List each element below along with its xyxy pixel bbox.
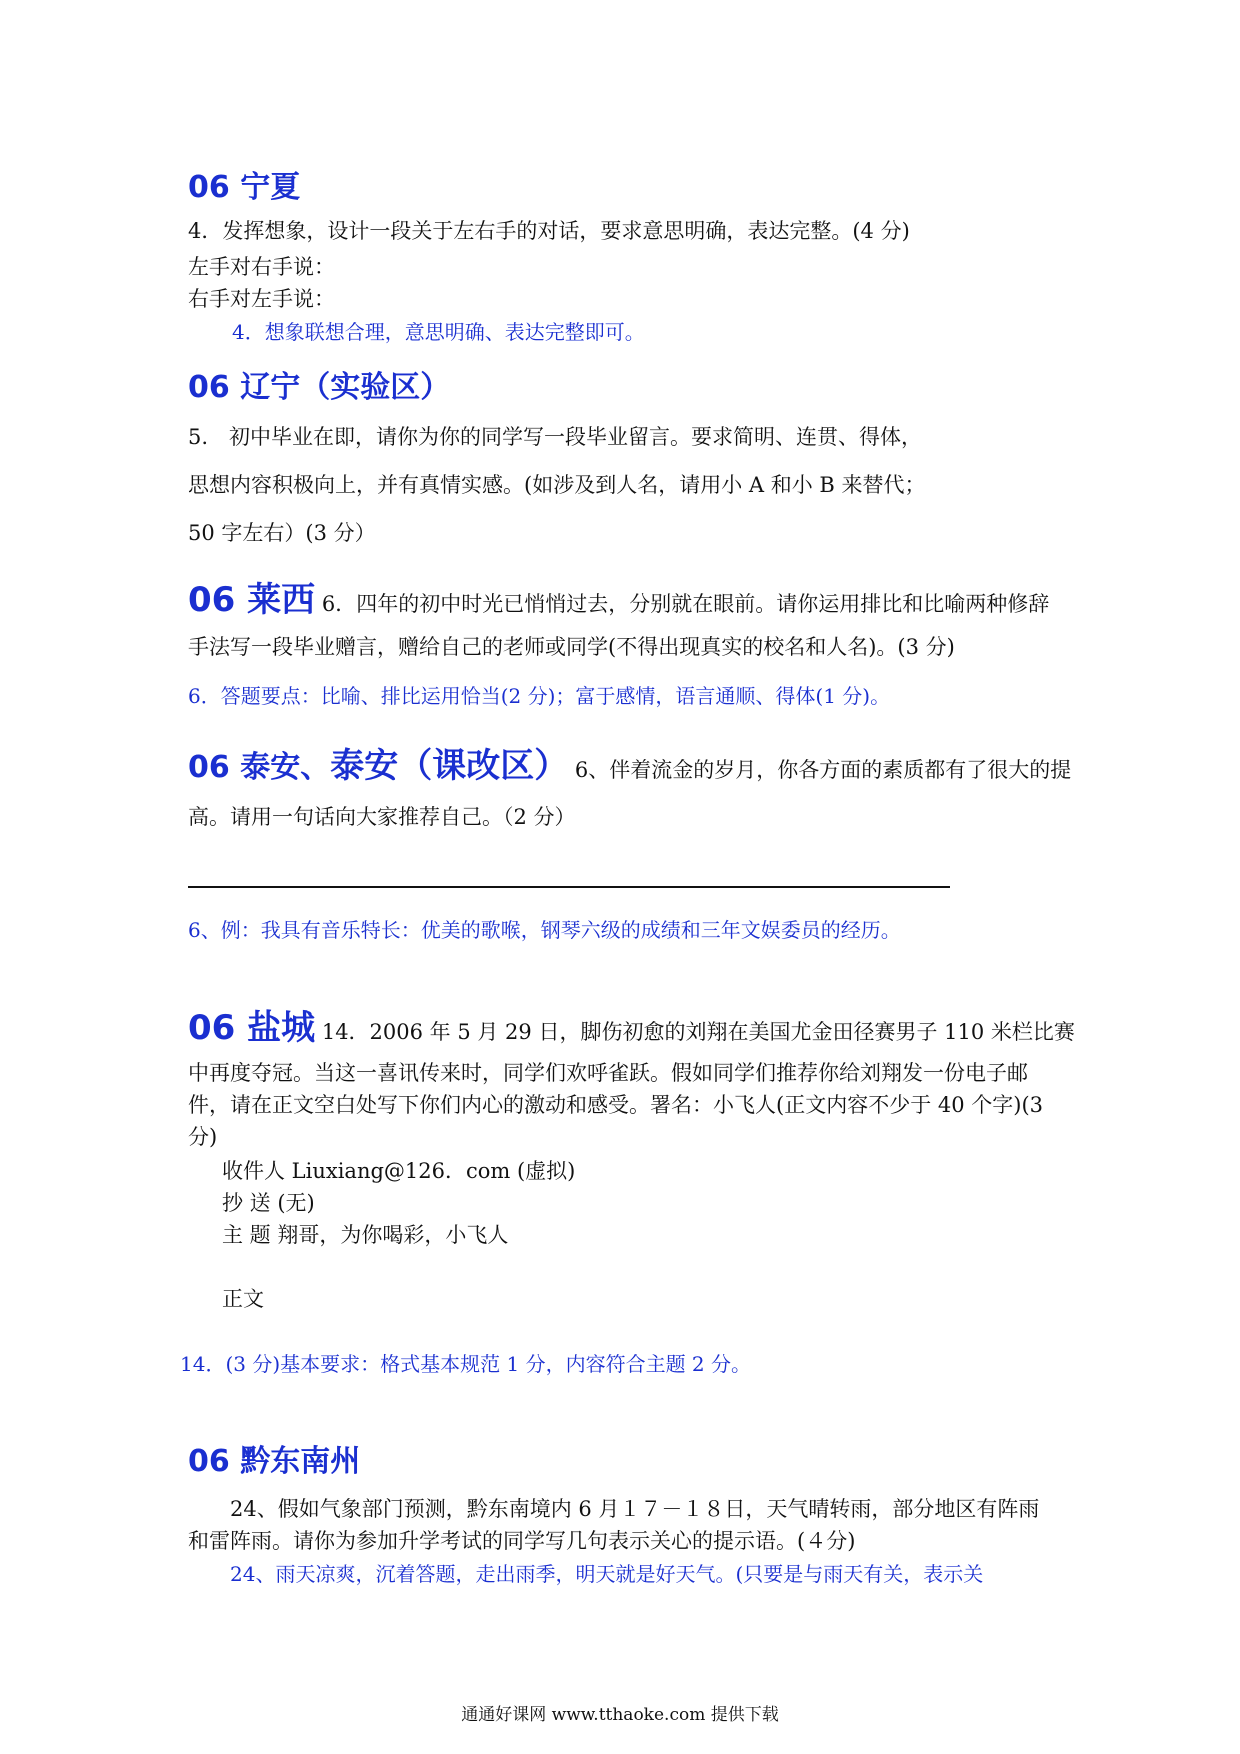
- question-laixi-line2: 手法写一段毕业赠言，赠给自己的老师或同学(不得出现真实的校名和人名)。(3 分): [188, 635, 955, 659]
- section-heading-ningxia: 06 宁夏: [188, 170, 301, 205]
- email-body-label: 正文: [222, 1287, 264, 1311]
- answer-taian: 6、例：我具有音乐特长：优美的歌喉，钢琴六级的成绩和三年文娱委员的经历。: [188, 918, 901, 942]
- section-heading-yancheng: 06 盐城: [188, 1008, 316, 1048]
- section-heading-laixi: 06 莱西: [188, 580, 316, 620]
- email-recipient: 收件人 Liuxiang@126．com (虚拟): [222, 1159, 576, 1183]
- question-yancheng-line1: 06 盐城 14．2006 年 5 月 29 日，脚伤初愈的刘翔在美国尤金田径赛男子 110 米栏比赛: [188, 1008, 1075, 1048]
- answer-line-left: 左手对右手说：: [188, 255, 335, 279]
- question-yancheng-line4: 分): [188, 1125, 218, 1149]
- question-qiandongnan-line2: 和雷阵雨。请你为参加升学考试的同学写几句表示关心的提示语。(４分): [188, 1529, 856, 1553]
- answer-line-right: 右手对左手说：: [188, 287, 335, 311]
- question-liaoning-line2: 思想内容积极向上，并有真情实感。(如涉及到人名，请用小 A 和小 B 来替代；: [188, 473, 926, 497]
- page-footer: 通通好课网 www.tthaoke.com 提供下载: [461, 1705, 779, 1725]
- question-ningxia: 4．发挥想象，设计一段关于左右手的对话，要求意思明确，表达完整。(4 分): [188, 219, 910, 243]
- email-cc: 抄 送 (无): [222, 1191, 315, 1215]
- question-qiandongnan-line1: 24、假如气象部门预测，黔东南境内 6 月１７－１８日，天气晴转雨，部分地区有阵雨: [230, 1497, 1040, 1521]
- question-yancheng-line3: 件，请在正文空白处写下你们内心的激动和感受。署名：小飞人(正文内容不少于 40 个字)(3: [188, 1093, 1044, 1117]
- answer-yancheng: 14．(3 分)基本要求：格式基本规范 1 分，内容符合主题 2 分。: [180, 1352, 752, 1376]
- question-laixi-line1: 06 莱西 6．四年的初中时光已悄悄过去，分别就在眼前。请你运用排比和比喻两种修辞: [188, 580, 1050, 620]
- section-heading-taian-reform: 泰安（课改区）: [330, 746, 569, 786]
- answer-qiandongnan: 24、雨天凉爽，沉着答题，走出雨季，明天就是好天气。(只要是与雨天有关，表示关: [230, 1562, 984, 1586]
- email-subject: 主 题 翔哥，为你喝彩，小飞人: [222, 1223, 509, 1247]
- question-liaoning-line3: 50 字左右）(3 分）: [188, 521, 376, 545]
- answer-laixi: 6．答题要点：比喻、排比运用恰当(2 分)；富于感情，语言通顺、得体(1 分)。: [188, 684, 891, 708]
- question-taian-line1: 06 泰安、泰安（课改区） 6、伴着流金的岁月，你各方面的素质都有了很大的提: [188, 746, 1072, 786]
- question-yancheng-line2: 中再度夺冠。当这一喜讯传来时，同学们欢呼雀跃。假如同学们推荐你给刘翔发一份电子邮: [188, 1061, 1028, 1085]
- question-taian-line2: 高。请用一句话向大家推荐自己。（2 分）: [188, 805, 576, 829]
- answer-blank-line: [188, 886, 950, 888]
- section-heading-taian: 06 泰安、: [188, 750, 331, 785]
- answer-ningxia: 4．想象联想合理，意思明确、表达完整即可。: [232, 320, 645, 344]
- section-heading-qiandongnan: 06 黔东南州: [188, 1444, 361, 1479]
- question-liaoning-line1: 5. 初中毕业在即，请你为你的同学写一段毕业留言。要求简明、连贯、得体，: [188, 425, 923, 449]
- section-heading-liaoning: 06 辽宁（实验区）: [188, 370, 451, 405]
